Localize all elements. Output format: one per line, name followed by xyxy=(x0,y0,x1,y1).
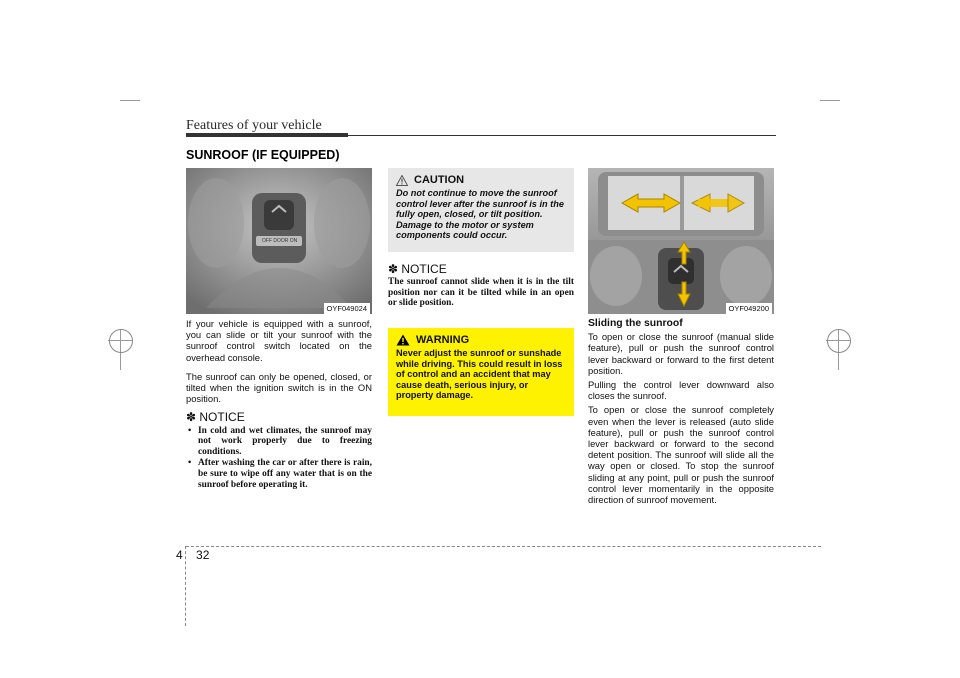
notice-heading: ✽ NOTICE xyxy=(186,410,245,425)
running-header: Features of your vehicle xyxy=(186,118,322,133)
warning-text: Never adjust the sunroof or sunshade while driving. This could result in loss of control and an accident that may cause death, serious injury, or property damage. xyxy=(396,348,563,401)
notice-text: The sunroof cannot slide when it is in the tilt position nor can it be tilted while in an open or slide position. xyxy=(388,277,574,309)
middle-notice xyxy=(388,256,574,309)
notice-heading: ✽ NOTICE xyxy=(388,262,447,276)
sunroof-illustration xyxy=(588,168,774,314)
warning-icon xyxy=(396,334,410,346)
right-column xyxy=(588,318,774,513)
registration-circle xyxy=(827,329,851,353)
notice-list xyxy=(186,426,372,491)
figure-code: OYF049200 xyxy=(726,303,772,314)
caution-text: Do not continue to move the sunroof control lever after the sunroof is in the fully open, closed, or tilt position. Damage to the motor or system components could occur. xyxy=(396,188,564,241)
notice-item: • In cold and wet climates, the sunroof may not work properly due to freezing conditions. xyxy=(186,426,372,458)
header-bar xyxy=(186,133,348,137)
console-label: OFF DOOR ON xyxy=(262,238,298,244)
ignition-paragraph: The sunroof can only be opened, closed, or tilted when the ignition switch is in the ON position. xyxy=(186,370,372,405)
page-number-value: 32 xyxy=(196,548,210,562)
section-title: SUNROOF (IF EQUIPPED) xyxy=(186,148,340,162)
auto-slide-paragraph: To open or close the sunroof completely even when the lever is released (auto slide feature), pull or push the sunroof control lever backward or forward to the second detent position. The sunroof will slide all the way open or closed. To stop the sunroof sliding at any point, pull or push the sunroof control lever momentarily in the opposite direction of sunroof movement. xyxy=(588,404,774,506)
page-number xyxy=(176,548,209,562)
figure-code: OYF049024 xyxy=(324,303,370,314)
intro-paragraph: If your vehicle is equipped with a sunroof, you can slide or tilt your sunroof with the sunroof control switch located on the overhead console. xyxy=(186,318,372,363)
manual-slide-paragraph: To open or close the sunroof (manual slide feature), pull or push the sunroof control lever backward or forward to the first detent position. xyxy=(588,331,774,376)
notice-item: • After washing the car or after there is rain, be sure to wipe off any water that is on the sunroof before operating it. xyxy=(186,458,372,490)
overhead-console-photo xyxy=(186,168,372,314)
left-column xyxy=(186,318,372,491)
registration-circle xyxy=(109,329,133,353)
sliding-heading: Sliding the sunroof xyxy=(588,318,683,329)
caution-box xyxy=(388,168,574,252)
sunroof-operation-photo xyxy=(588,168,774,314)
warning-title: WARNING xyxy=(416,334,470,346)
chapter-number: 4 xyxy=(176,548,183,562)
caution-title: CAUTION xyxy=(414,174,465,186)
pull-down-paragraph: Pulling the control lever downward also closes the sunroof. xyxy=(588,379,774,402)
caution-icon xyxy=(396,175,408,186)
warning-box xyxy=(388,328,574,416)
crop-mark xyxy=(120,100,140,101)
crop-mark xyxy=(820,100,840,101)
footer-rule xyxy=(186,546,821,547)
